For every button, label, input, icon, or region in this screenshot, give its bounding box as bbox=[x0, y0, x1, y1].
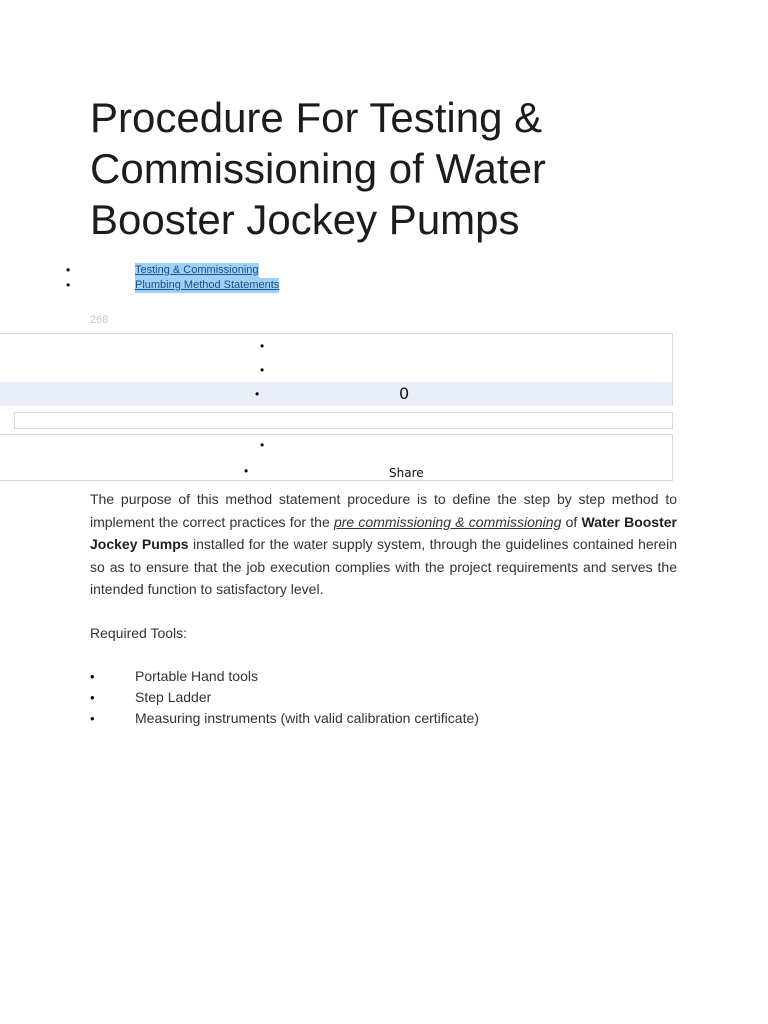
share-panel bbox=[0, 434, 673, 481]
tag-link-plumbing-method-statements[interactable]: Plumbing Method Statements bbox=[135, 279, 280, 291]
paragraph-text: installed for the water supply system, through the guidelines contained herein so as to ensure that the job execution complies with the project requirements and serves the intended function to satisfactory level. bbox=[90, 536, 677, 597]
tool-label: Portable Hand tools bbox=[135, 668, 258, 684]
bullet-icon: • bbox=[90, 690, 95, 705]
tool-label: Measuring instruments (with valid calibration certificate) bbox=[135, 710, 479, 726]
action-row[interactable] bbox=[0, 334, 672, 358]
pump-name: Water Booster Jockey Pumps bbox=[90, 513, 677, 552]
paragraph-text: The purpose of this method statement procedure is to define the step by step method to implement the correct practices for the bbox=[90, 491, 677, 530]
commissioning-link[interactable]: pre commissioning & commissioning bbox=[333, 513, 562, 530]
bullet-icon: • bbox=[255, 387, 260, 401]
paragraph-text: of bbox=[561, 513, 582, 530]
bullet-icon: • bbox=[260, 339, 265, 353]
bullet-icon: • bbox=[66, 263, 71, 277]
bullet-icon: • bbox=[244, 464, 249, 478]
bullet-icon[interactable]: • bbox=[260, 438, 265, 452]
input-bar[interactable] bbox=[14, 412, 673, 429]
bullet-icon: • bbox=[260, 363, 265, 377]
action-row-count[interactable] bbox=[0, 382, 672, 406]
bullet-icon: • bbox=[90, 711, 95, 726]
actions-panel bbox=[0, 333, 673, 406]
share-button[interactable]: Share bbox=[389, 466, 424, 480]
bullet-icon: • bbox=[90, 669, 95, 684]
tools-heading: Required Tools: bbox=[90, 625, 188, 641]
bullet-icon: • bbox=[66, 278, 71, 292]
count-value: 0 bbox=[399, 384, 410, 403]
tool-label: Step Ladder bbox=[135, 689, 212, 705]
view-count: 268 bbox=[90, 314, 109, 326]
page-title: Procedure For Testing & Commissioning of Water Booster Jockey Pumps bbox=[90, 94, 546, 243]
action-row[interactable] bbox=[0, 358, 672, 382]
tag-link-testing-commissioning[interactable]: Testing & Commissioning bbox=[135, 264, 259, 276]
intro-paragraph bbox=[90, 488, 677, 601]
